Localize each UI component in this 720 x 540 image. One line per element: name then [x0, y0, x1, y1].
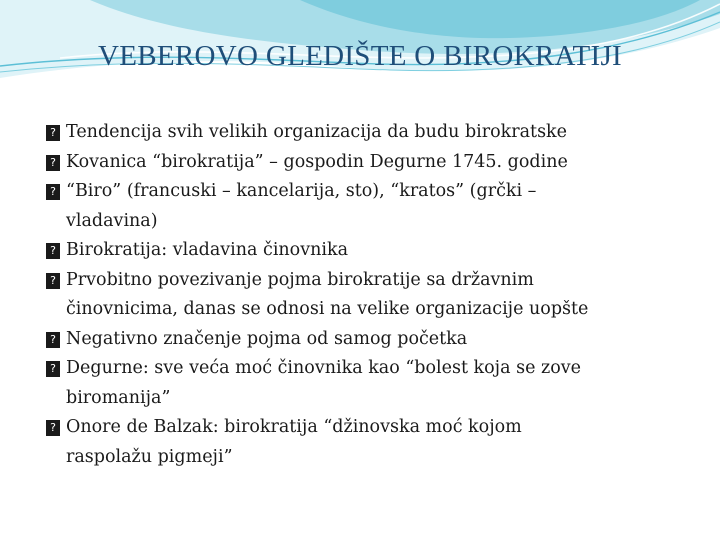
- bullet-item: [46, 266, 696, 325]
- bullet-item: [46, 236, 696, 266]
- bullet-item: [46, 413, 696, 472]
- bullet-marker-icon: ?: [46, 420, 60, 436]
- bullet-marker-icon: ?: [46, 125, 60, 141]
- bullet-text-line: “Biro” (francuski – kancelarija, sto), “kratos” (grčki –: [66, 181, 537, 201]
- bullet-item: [46, 354, 696, 413]
- bullet-text-line: Negativno značenje pojma od samog početka: [66, 328, 468, 349]
- bullet-text-line: Degurne: sve veća moć činovnika kao “bolest koja se zove: [66, 358, 582, 378]
- bullet-item: [46, 177, 696, 236]
- bullet-item: [46, 148, 696, 178]
- bullet-marker-icon: ?: [46, 273, 60, 289]
- slide-title: VEBEROVO GLEDIŠTE O BIROKRATIJI: [97, 40, 623, 72]
- bullet-text-line: činovnicima, danas se odnosi na velike organizacije uopšte: [66, 299, 589, 319]
- bullet-marker-icon: ?: [46, 243, 60, 259]
- bullet-marker-icon: ?: [46, 184, 60, 200]
- bullet-text-line: vladavina): [66, 210, 158, 231]
- bullet-text-line: biromanija”: [66, 387, 171, 408]
- bullet-marker-icon: ?: [46, 332, 60, 348]
- bullet-item: [46, 118, 696, 148]
- bullet-text-line: Kovanica “birokratija” – gospodin Degurne 1745. godine: [66, 151, 568, 172]
- bullet-text-line: Prvobitno povezivanje pojma birokratije sa državnim: [66, 269, 534, 290]
- bullet-item: [46, 325, 696, 355]
- bullet-marker-icon: ?: [46, 361, 60, 377]
- bullet-text-line: Birokratija: vladavina činovnika: [66, 240, 349, 260]
- bullet-text-line: Tendencija svih velikih organizacija da budu birokratske: [66, 122, 568, 142]
- bullet-text-line: Onore de Balzak: birokratija “džinovska moć kojom: [66, 417, 522, 437]
- bullet-list: [46, 118, 696, 472]
- bullet-marker-icon: ?: [46, 155, 60, 171]
- bullet-text-line: raspolažu pigmeji”: [66, 446, 233, 467]
